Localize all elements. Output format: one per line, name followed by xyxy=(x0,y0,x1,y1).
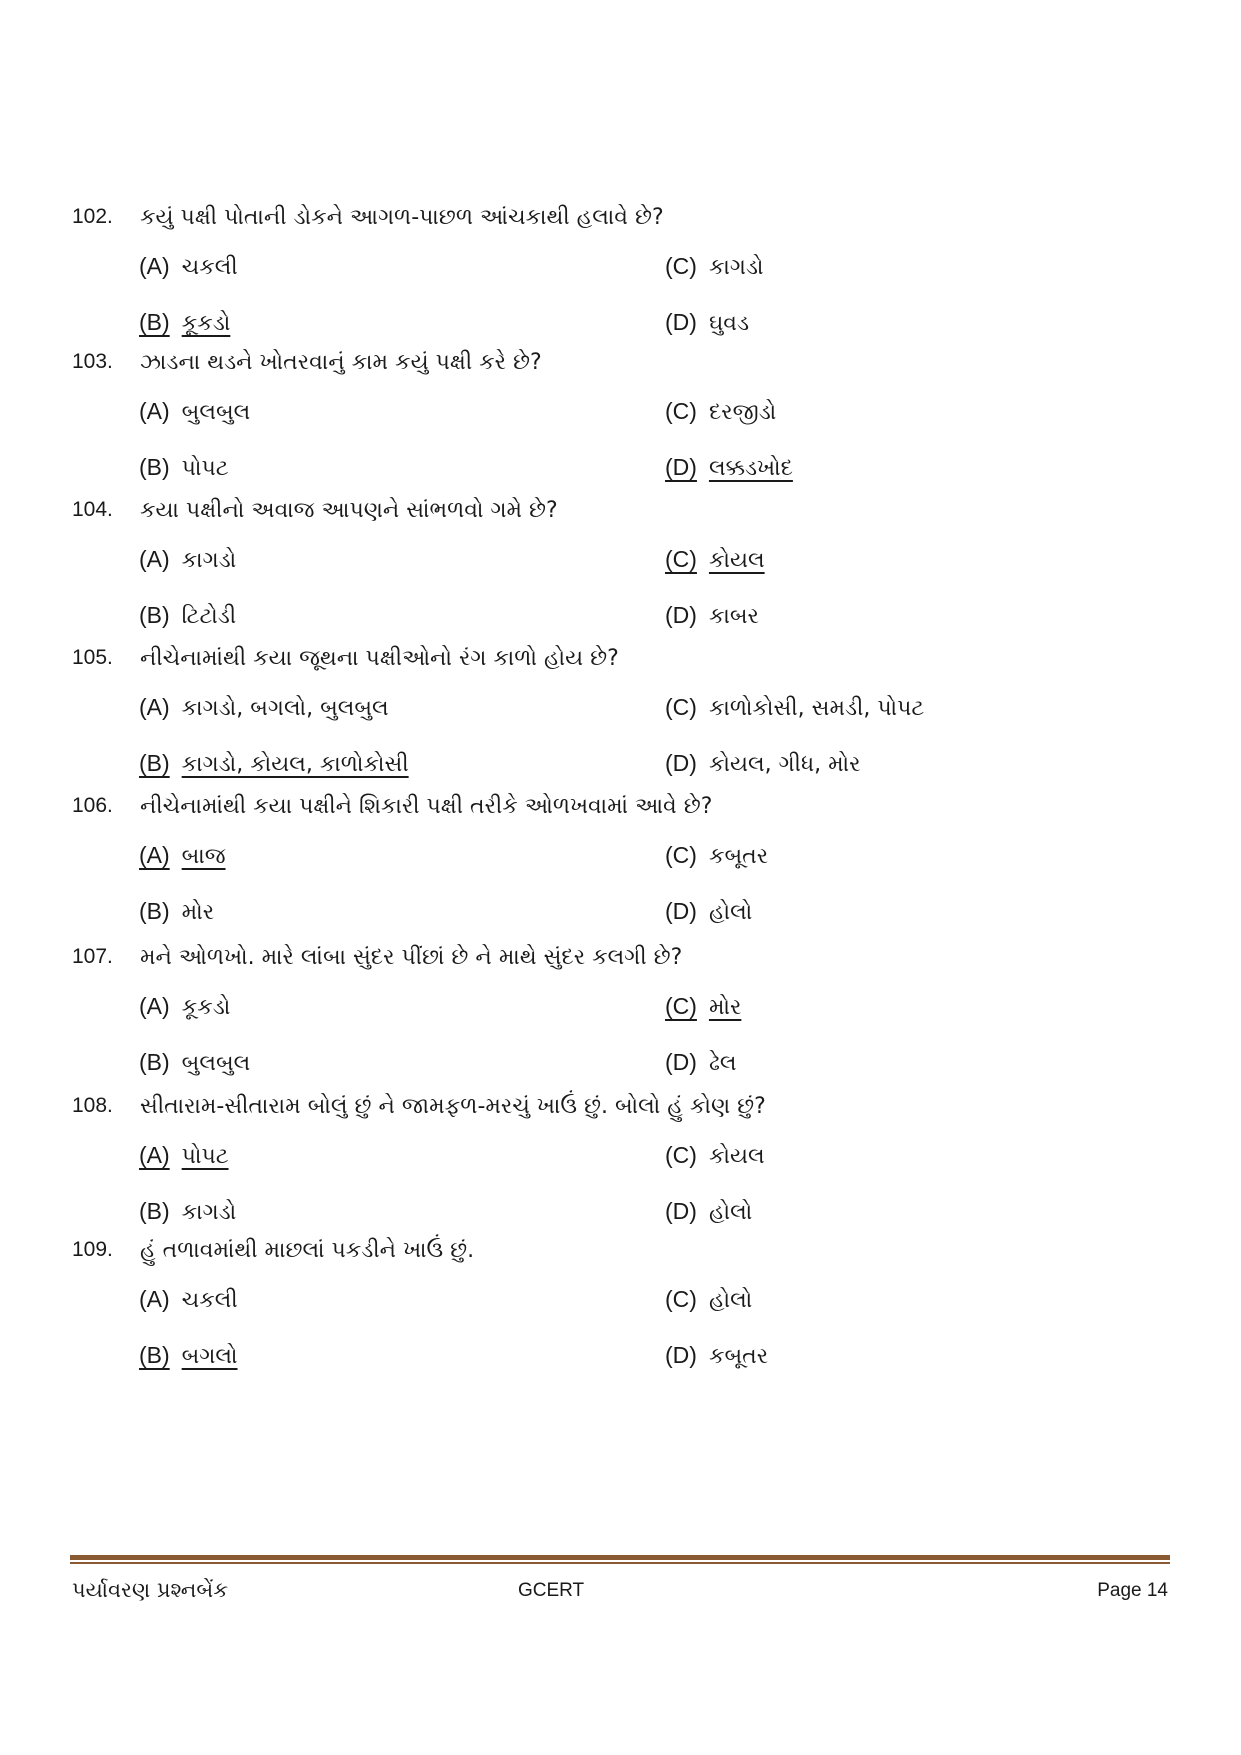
question-text: કયા પક્ષીનો અવાજ આપણને સાંભળવો ગમે છે? xyxy=(140,498,558,523)
option-label: (C) xyxy=(665,1142,697,1168)
answer-option xyxy=(139,454,229,481)
option-label: (D) xyxy=(665,309,697,335)
answer-option xyxy=(139,546,236,573)
option-label: (A) xyxy=(139,1286,170,1312)
answer-option xyxy=(665,1198,752,1225)
option-text: પોપટ xyxy=(181,1144,229,1169)
question-number: 103. xyxy=(72,350,113,373)
answer-option xyxy=(665,842,768,869)
option-label: (A) xyxy=(139,398,170,424)
question-number: 108. xyxy=(72,1094,113,1117)
option-text: બગલો xyxy=(181,1344,238,1369)
question-number: 104. xyxy=(72,498,113,521)
option-text: ચકલી xyxy=(181,255,238,280)
answer-option-correct xyxy=(139,1342,238,1369)
question-text: સીતારામ-સીતારામ બોલું છું ને જામફળ-મરચું ખાઉં છું. બોલો હું કોણ છું? xyxy=(140,1094,766,1119)
answer-option xyxy=(139,398,250,425)
question-number: 106. xyxy=(72,794,113,817)
option-label: (B) xyxy=(139,309,170,335)
option-text: કૂકડો xyxy=(181,311,231,336)
option-text: કબૂતર xyxy=(708,844,769,869)
question-text: નીચેનામાંથી કયા જૂથના પક્ષીઓનો રંગ કાળો હોય છે? xyxy=(140,646,619,671)
answer-option-correct xyxy=(139,842,226,869)
option-text: કોયલ xyxy=(708,548,765,573)
option-text: પોપટ xyxy=(181,456,229,481)
question-number: 109. xyxy=(72,1238,113,1261)
option-label: (C) xyxy=(665,993,697,1019)
answer-option-correct xyxy=(665,993,741,1020)
option-text: લક્કડખોદ xyxy=(708,456,793,481)
option-text: કૂકડો xyxy=(181,995,231,1020)
option-text: ટિટોડી xyxy=(181,604,237,629)
answer-option xyxy=(665,602,759,629)
option-label: (D) xyxy=(665,454,697,480)
option-label: (A) xyxy=(139,842,170,868)
option-text: કોયલ, ગીધ, મોર xyxy=(708,752,861,777)
answer-option-correct xyxy=(139,750,409,777)
option-text: કાળોકોસી, સમડી, પોપટ xyxy=(708,696,925,721)
option-label: (A) xyxy=(139,546,170,572)
option-text: કાગડો xyxy=(181,1200,237,1225)
question-number: 107. xyxy=(72,945,113,968)
answer-option xyxy=(665,1342,768,1369)
answer-option-correct xyxy=(665,454,793,481)
answer-option xyxy=(139,253,238,280)
option-text: મોર xyxy=(181,900,215,925)
footer-page-number: Page 14 xyxy=(1097,1580,1168,1601)
option-text: કાગડો, કોયલ, કાળોકોસી xyxy=(181,752,409,777)
option-label: (B) xyxy=(139,602,170,628)
option-label: (C) xyxy=(665,842,697,868)
answer-option xyxy=(665,1049,737,1076)
answer-option-correct xyxy=(665,546,765,573)
answer-option xyxy=(665,1142,765,1169)
option-label: (B) xyxy=(139,750,170,776)
answer-option xyxy=(665,898,752,925)
option-label: (B) xyxy=(139,1198,170,1224)
option-text: ઢેલ xyxy=(708,1051,737,1076)
answer-option xyxy=(139,1049,250,1076)
option-text: કાગડો xyxy=(181,548,237,573)
option-text: કાબર xyxy=(708,604,759,629)
answer-option xyxy=(139,1198,236,1225)
option-text: કાગડો, બગલો, બુલબુલ xyxy=(181,696,389,721)
footer-rule-thin xyxy=(70,1562,1170,1564)
option-label: (B) xyxy=(139,454,170,480)
footer-rule-thick xyxy=(70,1555,1170,1560)
answer-option xyxy=(139,993,230,1020)
question-text: નીચેનામાંથી કયા પક્ષીને શિકારી પક્ષી તરીકે ઓળખવામાં આવે છે? xyxy=(140,794,713,819)
option-label: (B) xyxy=(139,898,170,924)
question-number: 105. xyxy=(72,646,113,669)
option-label: (C) xyxy=(665,1286,697,1312)
option-label: (D) xyxy=(665,898,697,924)
question-text: ઝાડના થડને ખોતરવાનું કામ કયું પક્ષી કરે છે? xyxy=(140,350,542,375)
question-text: મને ઓળખો. મારે લાંબા સુંદર પીંછાં છે ને માથે સુંદર કલગી છે? xyxy=(140,945,683,970)
option-text: ઘુવડ xyxy=(708,311,750,336)
answer-option xyxy=(665,750,861,777)
option-label: (D) xyxy=(665,1342,697,1368)
option-text: હોલો xyxy=(708,900,753,925)
option-label: (C) xyxy=(665,546,697,572)
answer-option xyxy=(665,1286,752,1313)
answer-option xyxy=(139,1286,238,1313)
option-label: (B) xyxy=(139,1342,170,1368)
option-text: કબૂતર xyxy=(708,1344,769,1369)
answer-option-correct xyxy=(139,1142,229,1169)
question-number: 102. xyxy=(72,205,113,228)
option-label: (A) xyxy=(139,253,170,279)
option-label: (A) xyxy=(139,993,170,1019)
answer-option xyxy=(139,898,214,925)
answer-option xyxy=(665,253,764,280)
option-label: (A) xyxy=(139,694,170,720)
option-text: બુલબુલ xyxy=(181,1051,251,1076)
option-label: (C) xyxy=(665,253,697,279)
answer-option xyxy=(665,398,776,425)
option-label: (D) xyxy=(665,750,697,776)
option-label: (C) xyxy=(665,694,697,720)
option-label: (D) xyxy=(665,1198,697,1224)
option-text: ચકલી xyxy=(181,1288,238,1313)
answer-option xyxy=(139,602,236,629)
option-label: (A) xyxy=(139,1142,170,1168)
option-text: બાજ xyxy=(181,844,226,869)
option-label: (D) xyxy=(665,1049,697,1075)
option-text: હોલો xyxy=(708,1200,753,1225)
option-text: દરજીડો xyxy=(708,400,777,425)
answer-option xyxy=(665,694,924,721)
answer-option xyxy=(665,309,749,336)
option-label: (B) xyxy=(139,1049,170,1075)
footer-book-title: પર્યાવરણ પ્રશ્નબેંક xyxy=(72,1578,229,1602)
option-text: કોયલ xyxy=(708,1144,765,1169)
question-text: હું તળાવમાંથી માછલાં પકડીને ખાઉં છું. xyxy=(140,1238,475,1263)
option-text: મોર xyxy=(708,995,742,1020)
option-text: હોલો xyxy=(708,1288,753,1313)
question-text: કયું પક્ષી પોતાની ડોકને આગળ-પાછળ આંચકાથી હલાવે છે? xyxy=(140,205,664,230)
option-text: કાગડો xyxy=(708,255,764,280)
answer-option-correct xyxy=(139,309,230,336)
option-label: (C) xyxy=(665,398,697,424)
option-text: બુલબુલ xyxy=(181,400,251,425)
option-label: (D) xyxy=(665,602,697,628)
footer-publisher: GCERT xyxy=(518,1580,585,1601)
answer-option xyxy=(139,694,389,721)
